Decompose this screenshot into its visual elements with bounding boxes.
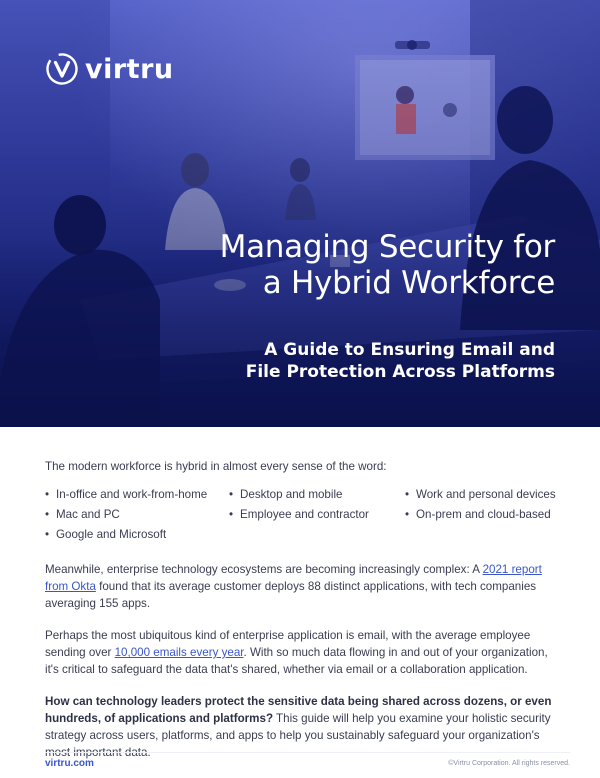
virtru-v-logo-icon [45, 52, 79, 86]
list-item: • Work and personal devices [405, 487, 560, 503]
paragraph-text: Meanwhile, enterprise technology ecosystems are becoming increasingly complex: A [45, 563, 483, 576]
title-line: Managing Security for [219, 229, 555, 265]
list-item: • On-prem and cloud-based [405, 507, 560, 523]
paragraph-text: Perhaps the most ubiquitous kind of enterprise application is email, with the average employee sending over [45, 629, 531, 659]
page-subtitle [195, 339, 555, 383]
paragraph-text: . With so much data flowing in and out of your organization, it's critical to safeguard the data that's shared, whether via email or a collaboration application. [45, 646, 548, 676]
list-item: • Mac and PC [45, 507, 229, 523]
paragraph-text: found that its average customer deploys 88 distinct applications, with tech companies averaging 155 apps. [45, 580, 537, 610]
footer-site-link[interactable]: virtru.com [45, 757, 94, 769]
hybrid-list [45, 487, 560, 543]
list-item: • Google and Microsoft [45, 527, 229, 543]
logo-wordmark: virtru [85, 53, 174, 85]
key-question: How can technology leaders protect the sensitive data being shared across dozens, or even hundreds, of applications and platforms? [45, 695, 552, 725]
virtru-logo [45, 52, 174, 86]
paragraph-question [45, 693, 560, 761]
page-footer [45, 752, 570, 773]
paragraph-okta [45, 561, 560, 612]
paragraph-text: This guide will help you examine your holistic security strategy across users, platforms, and apps to help you sustainably safeguard your organization's most important data. [45, 712, 551, 759]
list-item: • Desktop and mobile [229, 487, 405, 503]
intro-text: The modern workforce is hybrid in almost every sense of the word: [45, 460, 387, 473]
title-line: a Hybrid Workforce [262, 265, 555, 301]
paragraph-email [45, 627, 560, 678]
subtitle-line: A Guide to Ensuring Email and [264, 340, 555, 360]
subtitle-line: File Protection Across Platforms [245, 362, 555, 382]
list-item: • Employee and contractor [229, 507, 405, 523]
body-content [45, 458, 560, 776]
okta-report-link[interactable]: 2021 report from Okta [45, 563, 542, 593]
footer-copyright: ©Virtru Corporation. All rights reserved. [448, 759, 570, 767]
page-title [135, 229, 555, 301]
list-item: • In-office and work-from-home [45, 487, 229, 503]
emails-stat-link[interactable]: 10,000 emails every year [114, 646, 244, 659]
